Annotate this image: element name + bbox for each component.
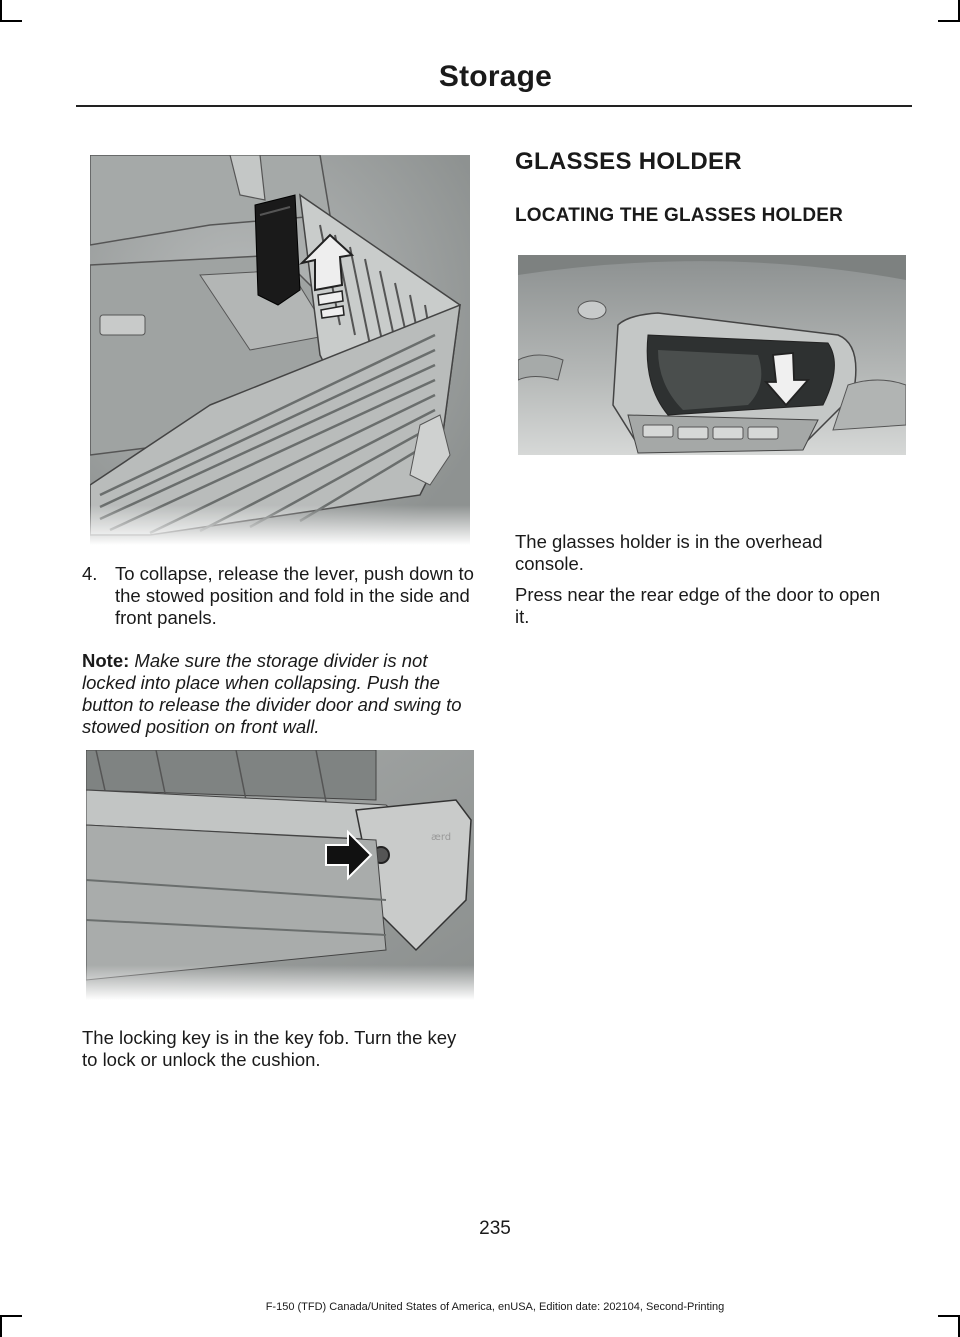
header-rule (76, 105, 912, 107)
cushion-lock-illustration (86, 750, 474, 1000)
crop-mark-bottom-left-h (0, 1315, 22, 1317)
page-number: 235 (479, 1218, 511, 1239)
section-heading: GLASSES HOLDER (515, 148, 742, 175)
crop-mark-bottom-left-v (0, 1315, 2, 1337)
step-text: To collapse, release the lever, push down to the stowed position and fold in the side and front panels. (115, 563, 474, 628)
glasses-location-paragraph: The glasses holder is in the overhead console. (515, 531, 823, 574)
note-paragraph (82, 650, 478, 738)
crop-mark-top-left-v (0, 0, 2, 22)
crop-mark-top-left-h (0, 20, 22, 22)
svg-text:ærd: ærd (431, 832, 452, 843)
storage-bin-illustration (90, 155, 470, 545)
subsection-heading: LOCATING THE GLASSES HOLDER (515, 205, 844, 226)
crop-mark-top-right-h (938, 20, 960, 22)
crop-mark-bottom-right-h (938, 1315, 960, 1317)
edition-footer: F-150 (TFD) Canada/United States of America, enUSA, Edition date: 202104, Second-Printing (265, 1301, 725, 1313)
key-paragraph: The locking key is in the key fob. Turn the key to lock or unlock the cushion. (82, 1027, 457, 1070)
step-number: 4. (82, 563, 98, 584)
glasses-open-paragraph: Press near the rear edge of the door to open it. (515, 584, 881, 627)
glasses-holder-illustration (518, 255, 906, 455)
step-4 (82, 563, 482, 629)
note-label: Note: (82, 650, 130, 671)
note-text: Make sure the storage divider is not locked into place when collapsing. Push the button to release the divider door and swing to stowed position on front wall. (82, 650, 462, 737)
page-title: Storage (438, 60, 552, 93)
